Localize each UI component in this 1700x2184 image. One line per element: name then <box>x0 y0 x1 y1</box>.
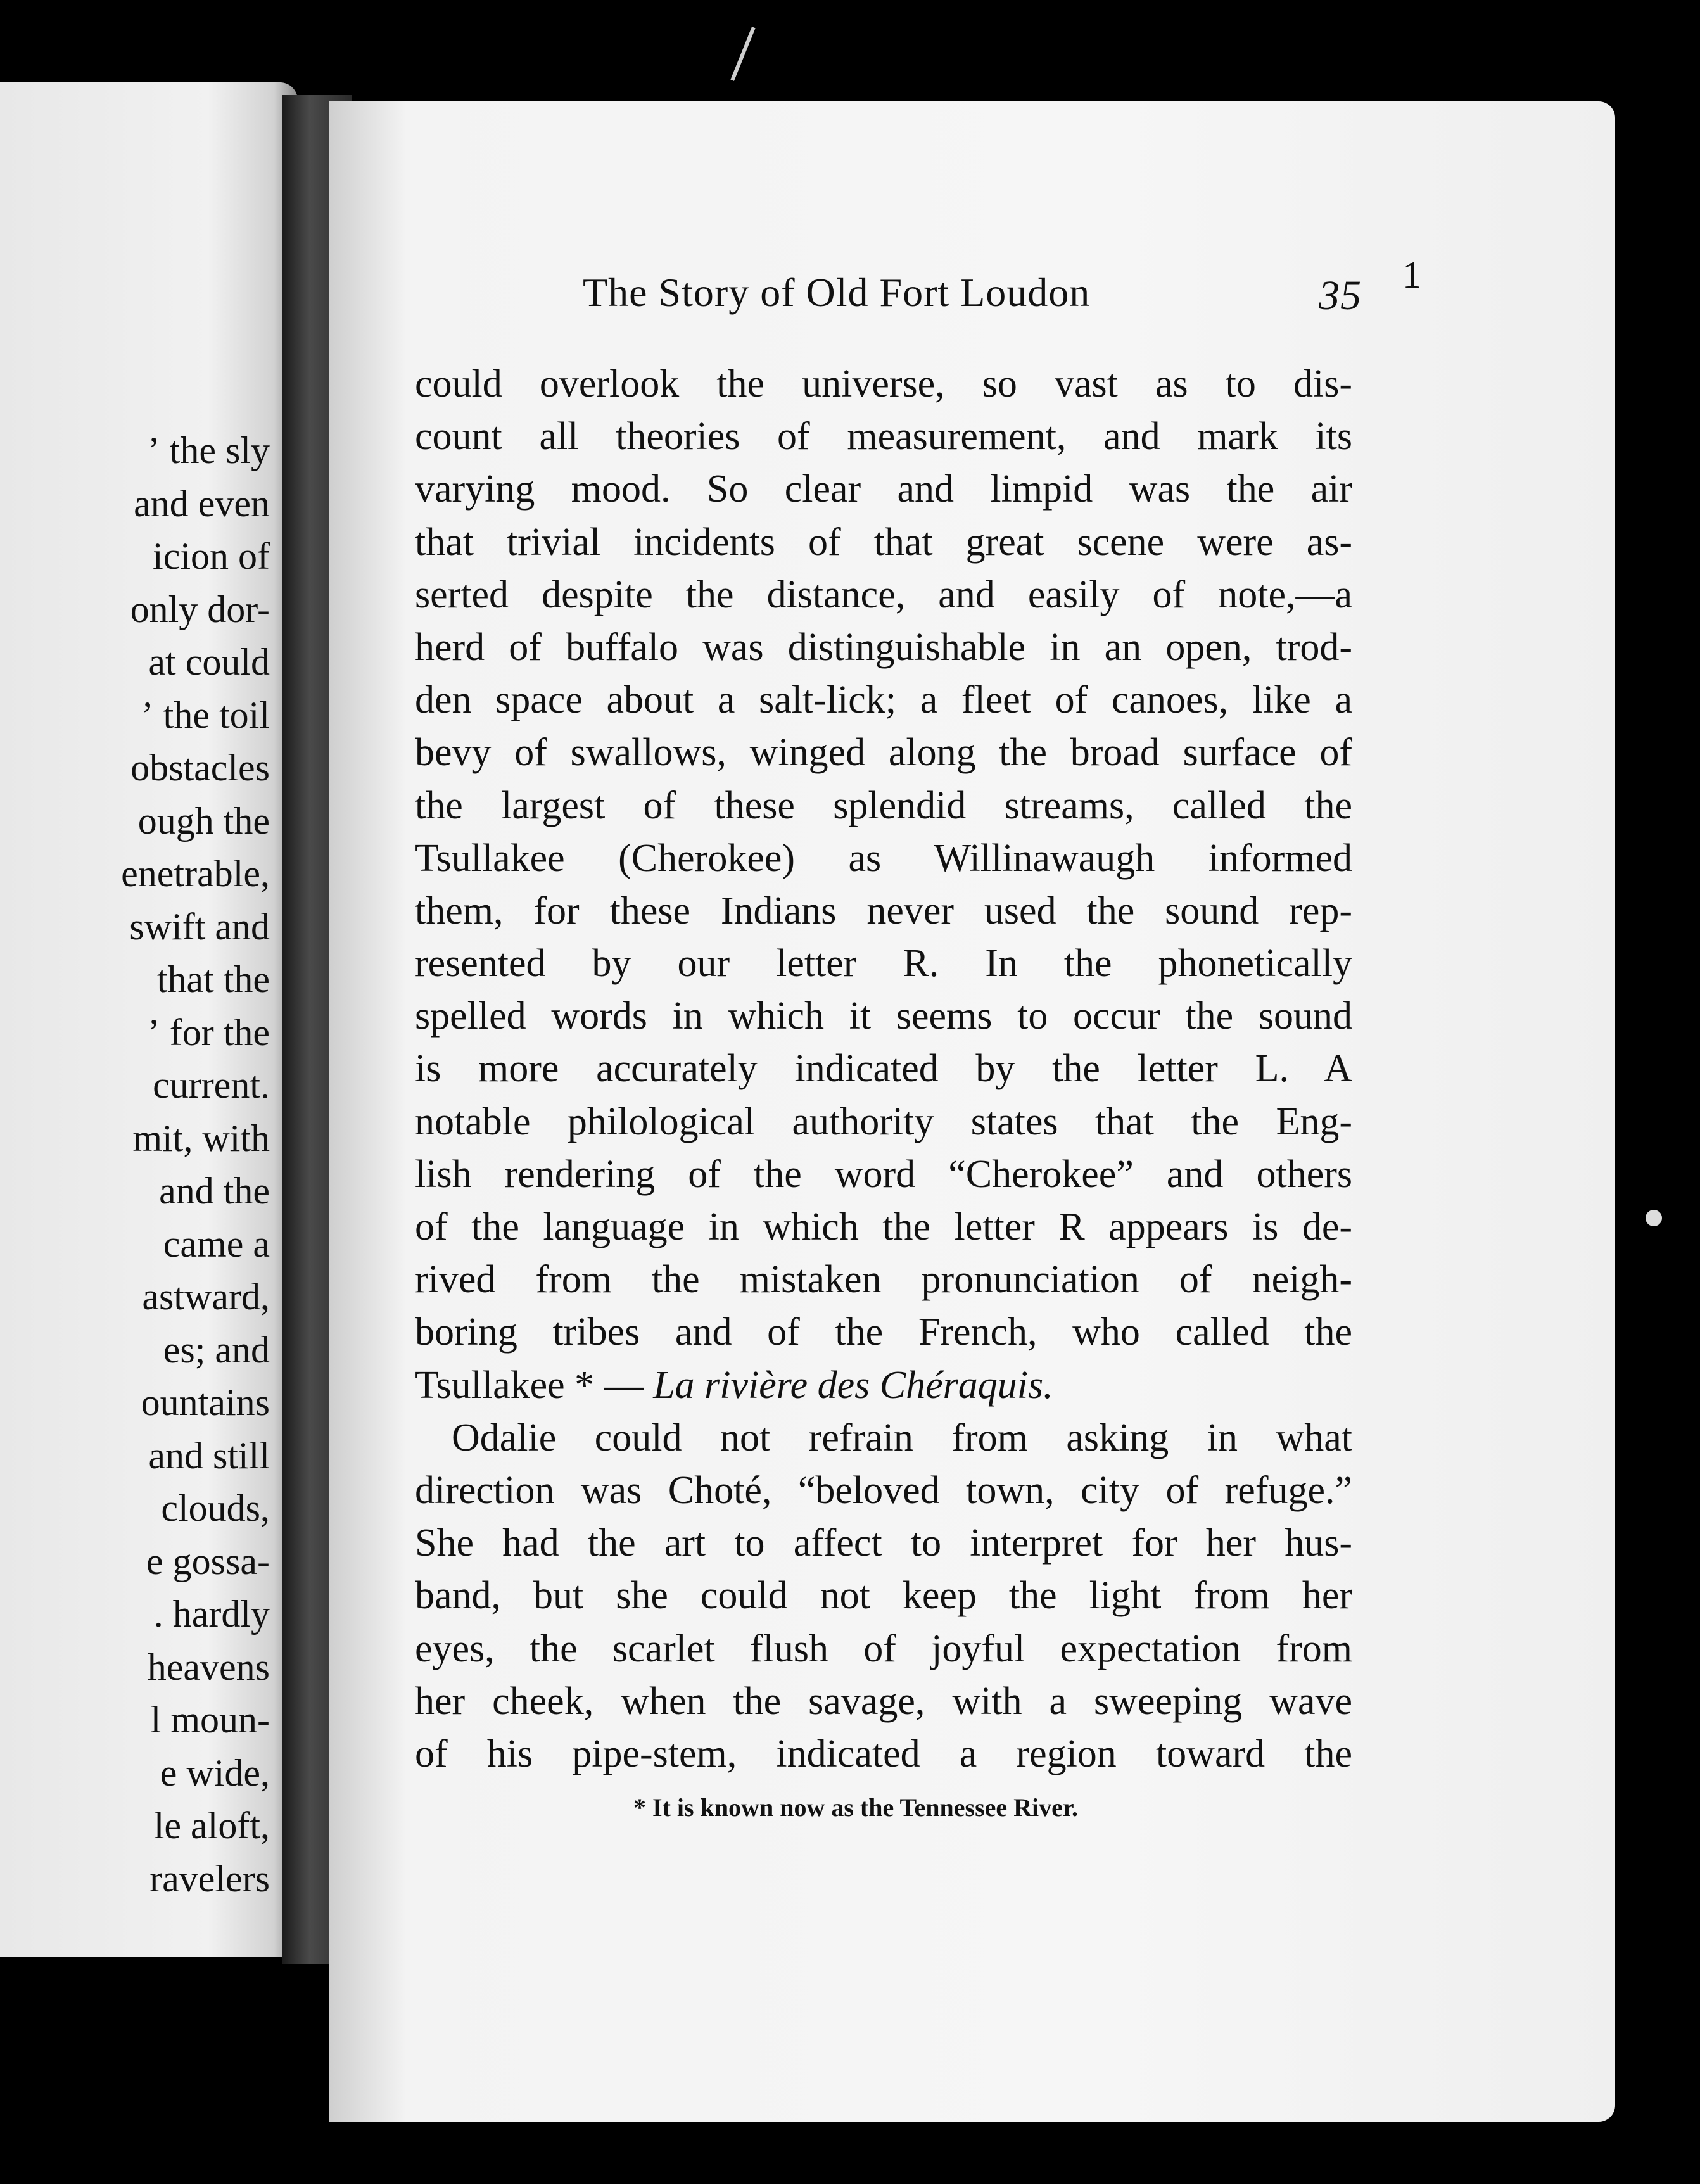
scan-speck <box>1646 1210 1662 1226</box>
scan-mark <box>730 27 755 81</box>
left-text-line: and still <box>148 1434 270 1476</box>
text-line: is more accurately indicated by the letter L. A <box>415 1047 1352 1091</box>
left-text-line: and the <box>159 1170 270 1212</box>
text-line: den space about a salt-lick; a fleet of canoes, like a <box>415 678 1352 722</box>
left-page <box>0 82 298 1957</box>
left-text-line: ough the <box>137 799 270 842</box>
left-text-line: e gossa- <box>146 1540 270 1582</box>
french-river-name: La rivière des Chéraquis. <box>653 1363 1053 1407</box>
text-line: that trivial incidents of that great scene were as- <box>415 520 1352 564</box>
text-line: band, but she could not keep the light from her <box>415 1574 1352 1618</box>
left-text-line: e wide, <box>160 1751 270 1794</box>
left-text-line: ʼ the sly <box>147 429 270 471</box>
text-line: rived from the mistaken pronunciation of neigh- <box>415 1258 1352 1302</box>
text-line: her cheek, when the savage, with a sweeping wave <box>415 1679 1352 1723</box>
left-text-line: ʼ for the <box>147 1011 270 1053</box>
text-line: varying mood. So clear and limpid was the air <box>415 467 1352 511</box>
text-line: direction was Choté, “beloved town, city of refuge.” <box>415 1468 1352 1512</box>
text-line: bevy of swallows, winged along the broad surface of <box>415 731 1352 775</box>
footnote: * It is known now as the Tennessee River. <box>633 1793 1078 1822</box>
left-text-line: obstacles <box>130 747 270 789</box>
left-text-line: es; and <box>163 1328 270 1371</box>
left-text-line: only dor- <box>130 588 270 630</box>
left-text-line: . hardly <box>153 1593 270 1635</box>
text-line: them, for these Indians never used the sound rep- <box>415 889 1352 932</box>
body-text <box>415 358 1352 1781</box>
text-line: lish rendering of the word “Cherokee” and others <box>415 1152 1352 1196</box>
left-text-line: heavens <box>147 1646 270 1688</box>
text-line: count all theories of measurement, and mark its <box>415 415 1352 459</box>
left-text-line: swift and <box>129 905 270 948</box>
text-line: eyes, the scarlet flush of joyful expectation from <box>415 1627 1352 1670</box>
text-line: could overlook the universe, so vast as to dis- <box>415 362 1352 405</box>
page-number: 35 <box>1319 272 1362 319</box>
left-page-text <box>4 424 270 1905</box>
text-line: spelled words in which it seems to occur the sound <box>415 994 1352 1038</box>
left-text-line: mit, with <box>132 1117 270 1159</box>
text-line: resented by our letter R. In the phonetically <box>415 942 1352 986</box>
left-text-line: enetrable, <box>121 853 270 894</box>
left-text-line: and even <box>134 482 270 524</box>
left-text-line: astward, <box>142 1276 270 1317</box>
left-text-line: that the <box>156 958 270 1000</box>
text-line-footnote-ref <box>415 1359 1352 1412</box>
left-text-line: l moun- <box>150 1699 270 1741</box>
text-line: Tsullakee (Cherokee) as Willinawaugh informed <box>415 836 1352 880</box>
left-text-line: ountains <box>141 1381 270 1423</box>
left-text-line: at could <box>148 641 270 683</box>
left-text-line: current. <box>153 1064 270 1106</box>
text-line: Odalie could not refrain from asking in what <box>452 1416 1352 1459</box>
footnote-ref-text: Tsullakee * — <box>415 1363 654 1407</box>
text-line: serted despite the distance, and easily of note,—a <box>415 573 1352 616</box>
header-title: The Story of Old Fort Loudon <box>583 270 1091 315</box>
left-text-line: ravelers <box>149 1857 270 1900</box>
text-line: of the language in which the letter R appears is de- <box>415 1205 1352 1248</box>
text-line: notable philological authority states that the Eng- <box>415 1100 1352 1143</box>
text-line: of his pipe-stem, indicated a region toward the <box>415 1732 1352 1775</box>
left-text-line: icion of <box>153 535 270 577</box>
text-line: She had the art to affect to interpret for her hus- <box>415 1521 1352 1565</box>
left-text-line: ʼ the toil <box>141 694 270 736</box>
text-line: boring tribes and of the French, who called the <box>415 1311 1352 1354</box>
left-text-line: le aloft, <box>153 1805 270 1846</box>
left-page-corner-fragment: 1 <box>1402 254 1421 296</box>
text-line: herd of buffalo was distinguishable in an open, trod- <box>415 625 1352 669</box>
left-text-line: clouds, <box>161 1487 270 1529</box>
text-line: the largest of these splendid streams, called the <box>415 784 1352 827</box>
left-text-line: came a <box>163 1222 270 1265</box>
